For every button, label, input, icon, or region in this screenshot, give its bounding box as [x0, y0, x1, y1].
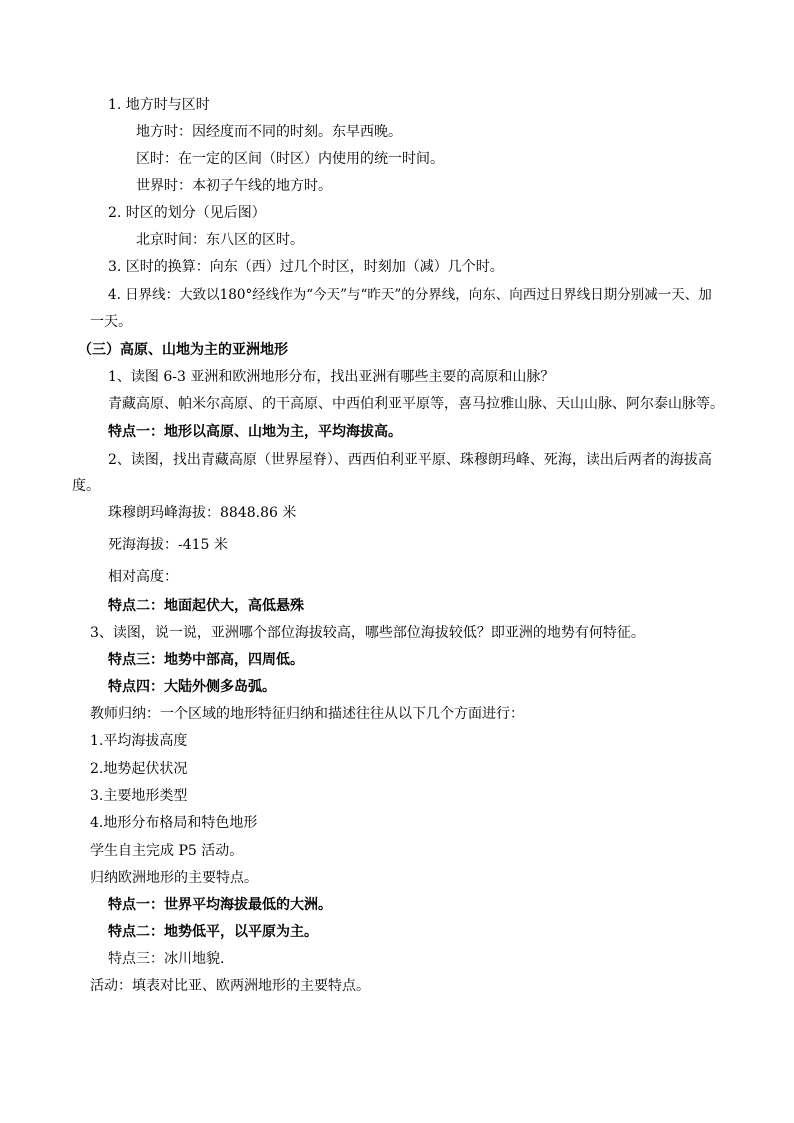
- answer-1: 青藏高原、帕米尔高原、的干高原、中西伯利亚平原等，喜马拉雅山脉、天山山脉、阿尔泰山脉等。: [108, 396, 724, 412]
- feature-4: 特点四：大陆外侧多岛弧。: [108, 679, 276, 695]
- dead-sea-altitude: 死海海拔：-415 米: [108, 537, 228, 553]
- question-1: 1、读图 6-3 亚洲和欧洲地形分布，找出亚洲有哪些主要的高原和山脉？: [108, 369, 555, 385]
- text-zone-time-conversion: 3. 区时的换算：向东（西）过几个时区，时刻加（减）几个时。: [108, 259, 504, 275]
- feature-3: 特点三：地势中部高，四周低。: [108, 652, 304, 668]
- summary-item-4: 4.地形分布格局和特色地形: [90, 815, 258, 831]
- text-zone-time-definition: 区时：在一定的区间（时区）内使用的统一时间。: [136, 151, 444, 167]
- comparison-activity: 活动：填表对比亚、欧两洲地形的主要特点。: [90, 978, 370, 994]
- everest-altitude: 珠穆朗玛峰海拔：8848.86 米: [108, 505, 297, 521]
- text-beijing-time: 北京时间：东八区的区时。: [136, 232, 304, 248]
- feature-2: 特点二：地面起伏大，高低悬殊: [108, 598, 304, 614]
- question-3: 3、读图，说一说，亚洲哪个部位海拔较高，哪些部位海拔较低？即亚洲的地势有何特征。: [90, 625, 645, 641]
- text-date-line: 4. 日界线：大致以180°经线作为“今天”与“昨天”的分界线，向东、向西过日界线日期分别减一天、加: [108, 287, 712, 303]
- heading-time-zone-division: 2. 时区的划分（见后图）: [108, 205, 266, 221]
- student-activity: 学生自主完成 P5 活动。: [90, 843, 244, 859]
- teacher-summary: 教师归纳：一个区域的地形特征归纳和描述往往从以下几个方面进行：: [90, 706, 524, 722]
- feature-1: 特点一：地形以高原、山地为主，平均海拔高。: [108, 424, 402, 440]
- europe-feature-3: 特点三：冰川地貌.: [108, 951, 225, 967]
- europe-feature-2: 特点二：地势低平，以平原为主。: [108, 924, 318, 940]
- europe-summary: 归纳欧洲地形的主要特点。: [90, 870, 258, 886]
- section-heading-asia-terrain: （三）高原、山地为主的亚洲地形: [78, 342, 288, 358]
- question-2: 2、读图，找出青藏高原（世界屋脊）、西西伯利亚平原、珠穆朗玛峰、死海，读出后两者的海拔高: [108, 452, 712, 468]
- summary-item-3: 3.主要地形类型: [90, 788, 188, 804]
- question-2-continued: 度。: [72, 478, 100, 494]
- text-local-time-definition: 地方时：因经度而不同的时刻。东早西晚。: [136, 124, 402, 140]
- heading-local-time: 1. 地方时与区时: [108, 97, 210, 113]
- summary-item-1: 1.平均海拔高度: [90, 733, 188, 749]
- relative-height: 相对高度：: [108, 569, 178, 585]
- europe-feature-1: 特点一：世界平均海拔最低的大洲。: [108, 897, 332, 913]
- text-date-line-continued: 一天。: [90, 314, 132, 330]
- summary-item-2: 2.地势起伏状况: [90, 761, 188, 777]
- text-world-time-definition: 世界时：本初子午线的地方时。: [136, 178, 332, 194]
